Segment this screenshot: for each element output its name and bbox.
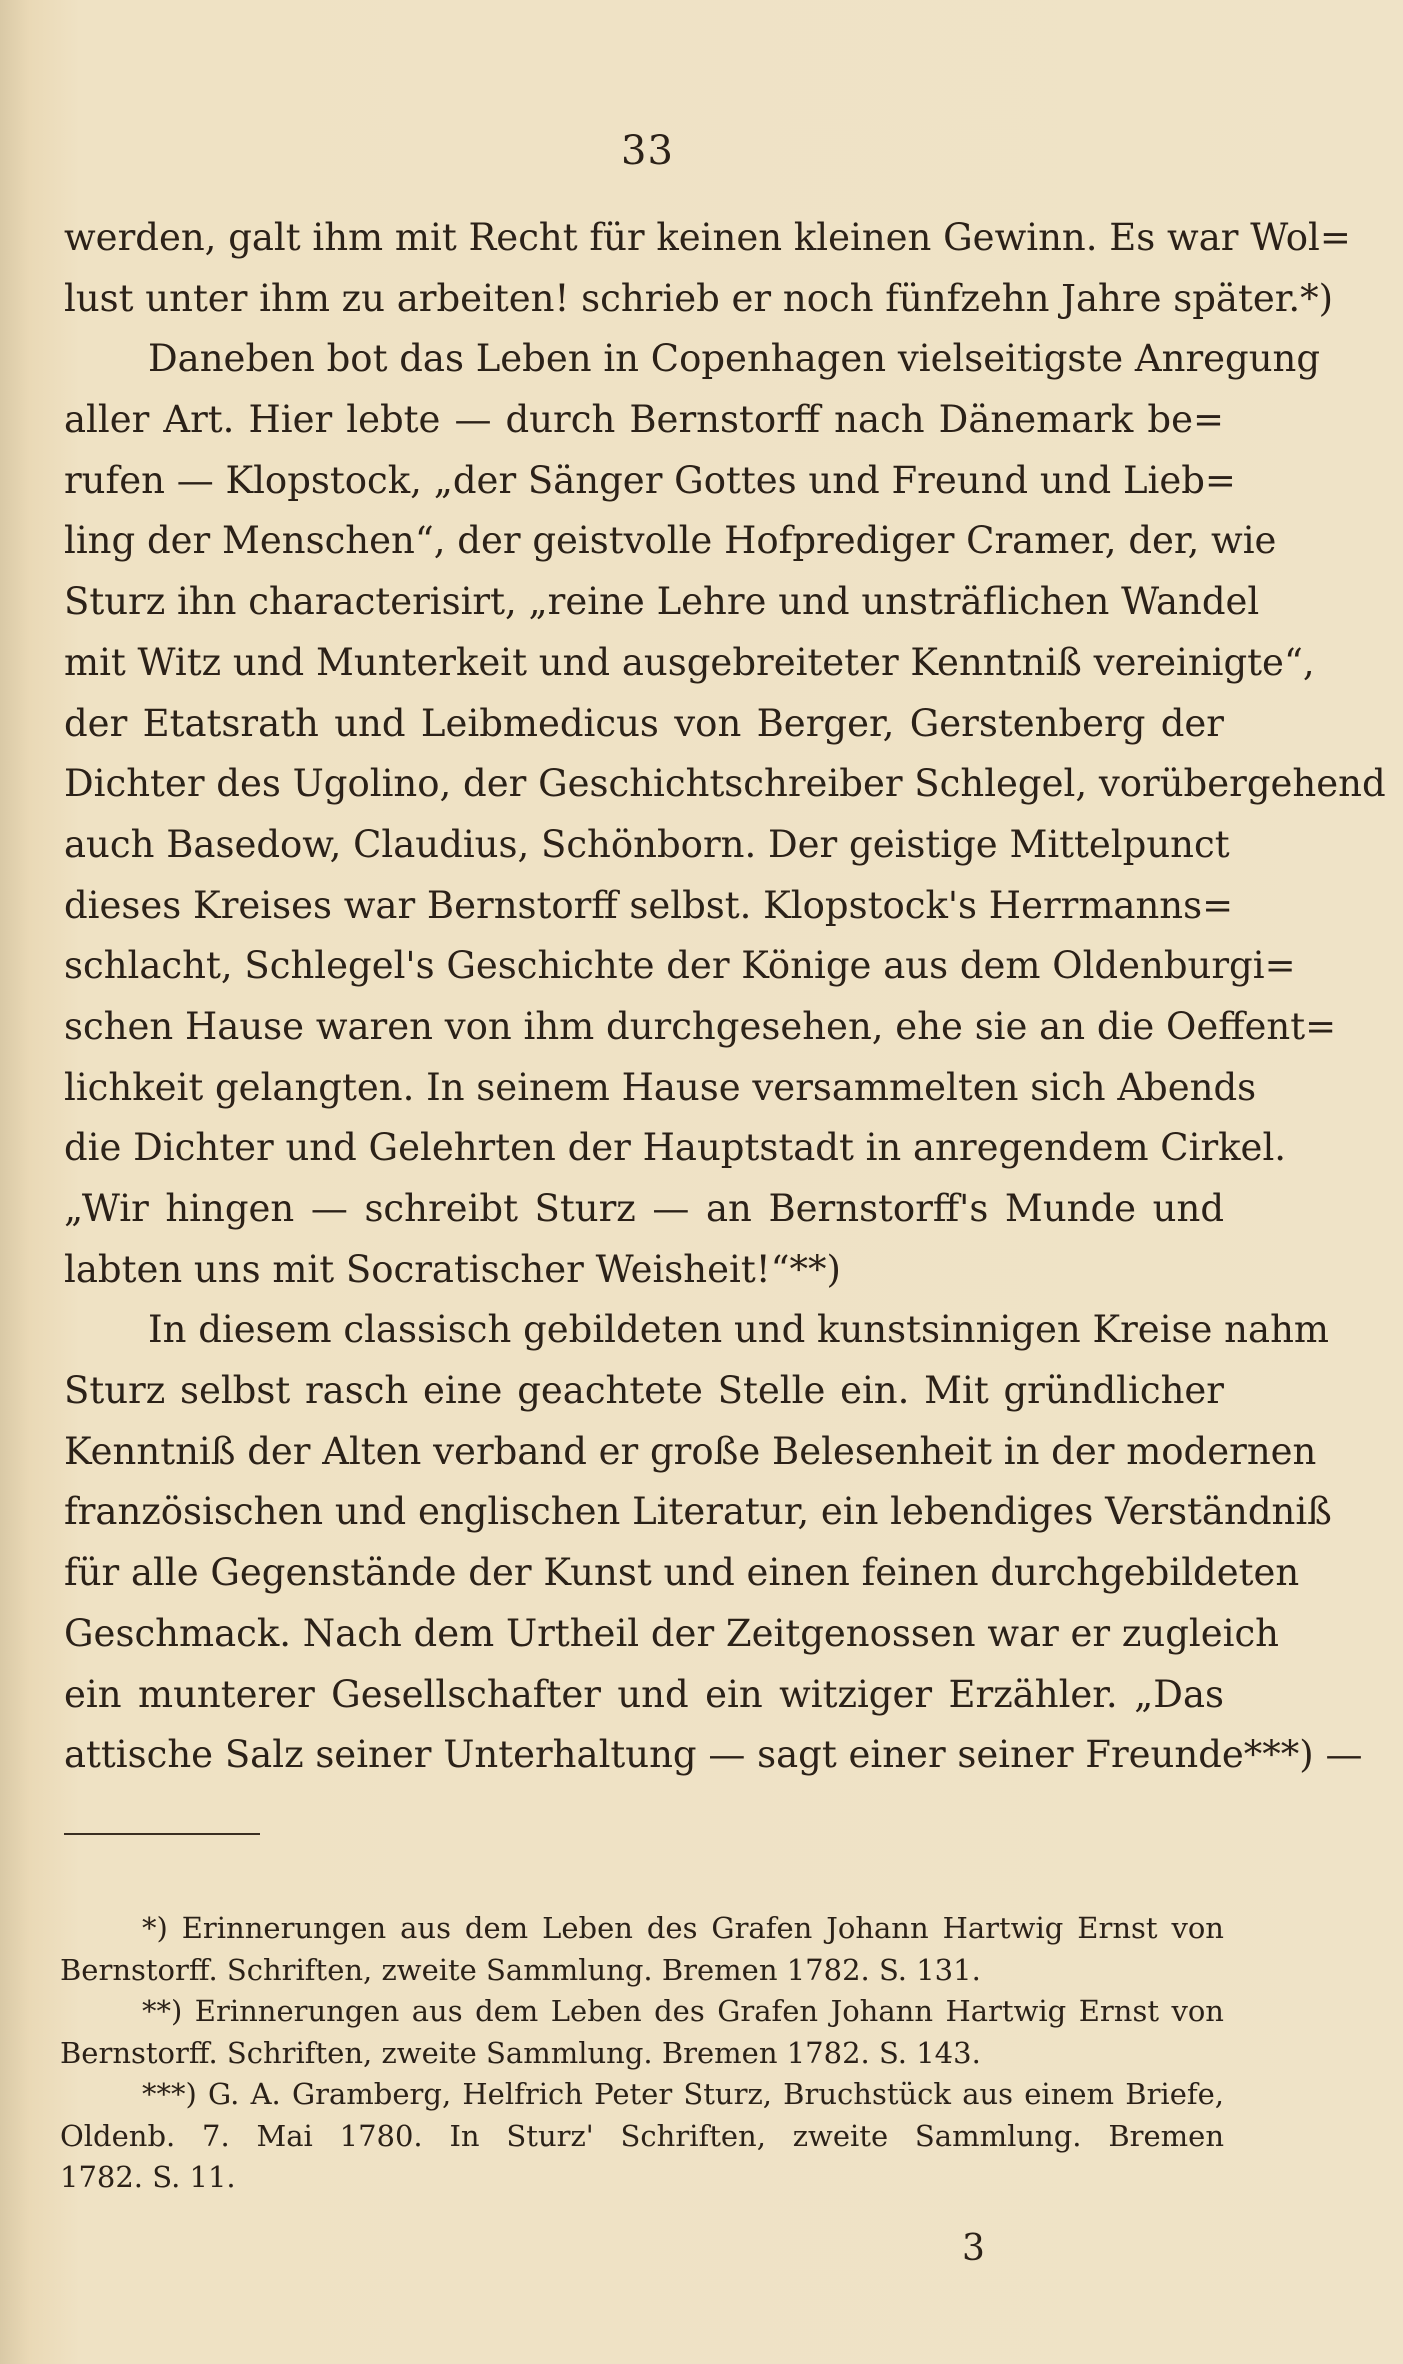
text-line: für alle Gegenstände der Kunst und einen feinen durchgebildeten [64,1551,1300,1595]
text-line: lichkeit gelangten. In seinem Hause versammelten sich Abends [64,1065,1257,1109]
text-line: rufen — Klopstock, „der Sänger Gottes und Freund und Lieb= [64,458,1236,502]
text-line: der Etatsrath und Leibmedicus von Berger, Gerstenberg der [64,701,1224,745]
text-line: labten uns mit Socratischer Weisheit!“**) [64,1247,841,1291]
footnote-line: **) Erinnerungen aus dem Leben des Grafen Johann Hartwig Ernst von [142,1994,1224,2028]
text-line: die Dichter und Gelehrten der Hauptstadt in anregendem Cirkel. [64,1126,1287,1170]
text-line: dieses Kreises war Bernstorff selbst. Klopstock's Herrmanns= [64,883,1234,927]
footnote-line: Bernstorff. Schriften, zweite Sammlung. Bremen 1782. S. 143. [60,2035,981,2070]
text-line: „Wir hingen — schreibt Sturz — an Bernstorff's Munde und [64,1187,1224,1230]
footnote-line: ***) G. A. Gramberg, Helfrich Peter Sturz, Bruchstück aus einem Briefe, [142,2077,1224,2111]
text-line: Daneben bot das Leben in Copenhagen vielseitigste Anregung [148,337,1321,381]
text-line: Sturz selbst rasch eine geachtete Stelle ein. Mit gründlicher [64,1369,1224,1413]
text-line: ling der Menschen“, der geistvolle Hofprediger Cramer, der, wie [64,519,1277,563]
text-line: attische Salz seiner Unterhaltung — sagt einer seiner Freunde***) — [64,1733,1363,1777]
footnote-separator [64,1833,260,1835]
footnote-line: Oldenb. 7. Mai 1780. In Sturz' Schriften, zweite Sammlung. Bremen [60,2118,1224,2153]
text-line: aller Art. Hier lebte — durch Bernstorff nach Dänemark be= [64,398,1224,442]
text-line: schen Hause waren von ihm durchgesehen, ehe sie an die Oeffent= [64,1004,1337,1048]
text-line: In diesem classisch gebildeten und kunstsinnigen Kreise nahm [148,1308,1329,1352]
page-number: 33 [621,128,674,174]
body-text [64,208,1386,1786]
text-line: Geschmack. Nach dem Urtheil der Zeitgenossen war er zugleich [64,1611,1280,1655]
footnote-line: Bernstorff. Schriften, zweite Sammlung. Bremen 1782. S. 131. [60,1952,981,1987]
text-line: schlacht, Schlegel's Geschichte der Könige aus dem Oldenburgi= [64,944,1296,988]
text-line: auch Basedow, Claudius, Schönborn. Der geistige Mittelpunct [64,822,1230,866]
text-line: Sturz ihn characterisirt, „reine Lehre und unsträflichen Wandel [64,580,1260,624]
text-line: Kenntniß der Alten verband er große Belesenheit in der modernen [64,1429,1317,1473]
footnote-line: 1782. S. 11. [60,2160,236,2194]
text-line: werden, galt ihm mit Recht für keinen kleinen Gewinn. Es war Wol= [64,216,1351,259]
text-line: lust unter ihm zu arbeiten! schrieb er noch fünfzehn Jahre später.*) [64,276,1334,320]
text-line: ein munterer Gesellschafter und ein witziger Erzähler. „Das [64,1672,1224,1716]
text-line: Dichter des Ugolino, der Geschichtschreiber Schlegel, vorübergehend [64,762,1386,806]
text-line: mit Witz und Munterkeit und ausgebreiteter Kenntniß vereinigte“, [64,640,1315,684]
footnotes [60,1908,1224,2199]
footnote-line: *) Erinnerungen aus dem Leben des Grafen Johann Hartwig Ernst von [142,1911,1224,1945]
signature-mark: 3 [962,2228,985,2269]
text-line: französischen und englischen Literatur, ein lebendiges Verständniß [64,1490,1332,1534]
